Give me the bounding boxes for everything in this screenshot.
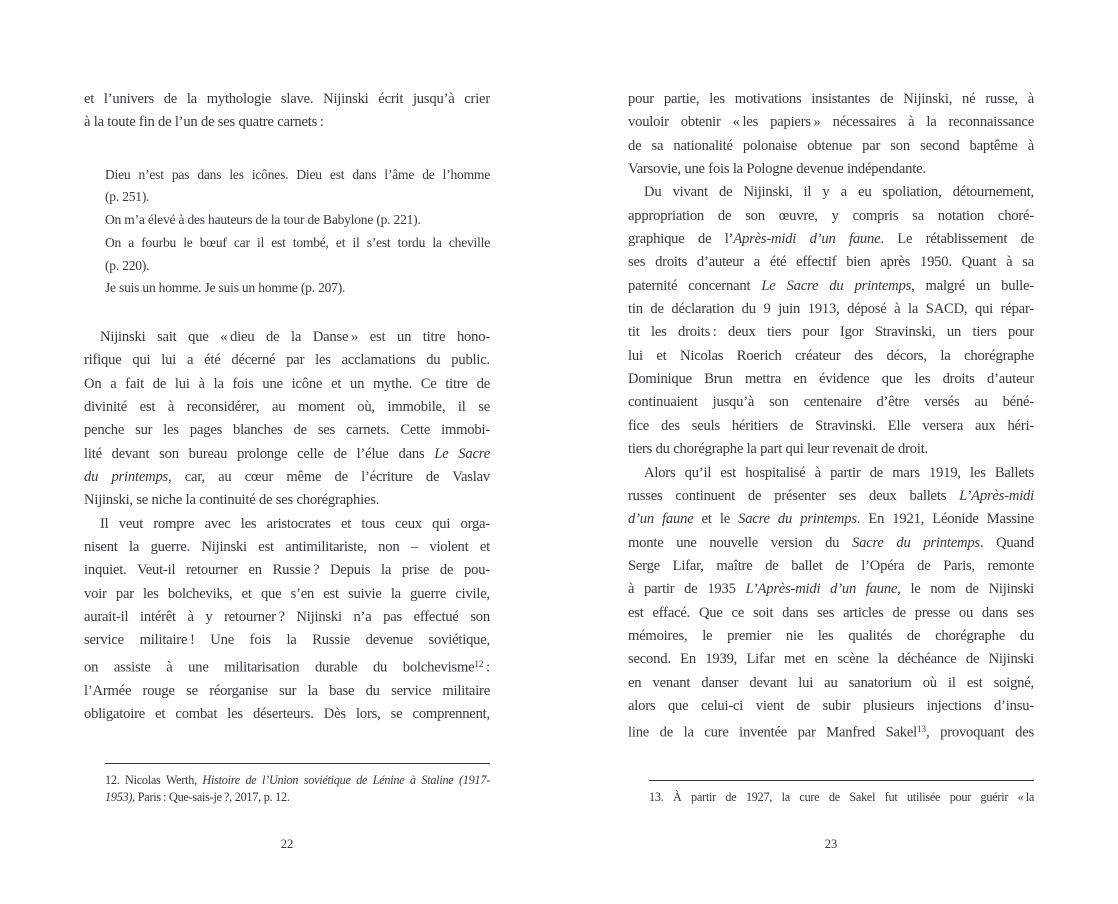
text-line: line de la cure inventée par Manfred Sakel$^{13}$, provoquant des	[628, 724, 1034, 741]
page-left-body-text	[84, 88, 490, 726]
italic-text: L’Après-midi d’un faune	[745, 581, 898, 598]
text-line: appropriation de son œuvre, y compris sa notation choré-	[628, 207, 1034, 224]
text-line: Du vivant de Nijinski, il y a eu spoliation, détournement,	[644, 184, 1034, 201]
text-line: Je suis un homme. Je suis un homme (p. 207).	[105, 280, 346, 296]
italic-text: Sacre du printemps	[738, 511, 857, 528]
text-line: tit les droits : deux tiers pour Igor Stravinski, un tiers pour	[628, 324, 1034, 341]
footnote	[649, 789, 1034, 807]
text-line: paternité concernant Le Sacre du printemps, malgré un bulle-	[628, 277, 1034, 294]
text-line: pour partie, les motivations insistantes de Nijinski, né russe, à	[628, 91, 1034, 107]
italic-text: L’Après-midi	[959, 487, 1034, 504]
text-line: lui et Nicolas Roerich créateur des décors, la chorégraphe	[628, 347, 1034, 364]
quote-block	[105, 209, 490, 232]
text-line: 1953), Paris : Que-sais-je ?, 2017, p. 12.	[105, 790, 290, 805]
text-line: ses droits d’auteur a été effectif bien après 1950. Quant à sa	[628, 254, 1034, 271]
text-line: (p. 251).	[105, 189, 150, 205]
text-line: mémoires, le premier nie les qualités de chorégraphe du	[628, 627, 1034, 644]
text-line: inquiet. Veut-il retourner en Russie ? Depuis la prise de pou-	[84, 562, 490, 579]
text-line: vouloir obtenir « les papiers » nécessaires à la reconnaissance	[628, 114, 1034, 131]
text-line: on assiste à une militarisation durable du bolchevisme$^{12}$ :	[84, 658, 490, 676]
italic-text: d’un faune	[628, 511, 694, 528]
italic-text: Sacre du printemps	[852, 534, 980, 551]
italic-text: Histoire de l’Union soviétique de Lénine à Staline (1917-	[202, 772, 491, 787]
page-left-footnote-area	[105, 763, 490, 807]
text-line: monte une nouvelle version du Sacre du printemps. Quand	[628, 534, 1035, 551]
text-line: de sa nationalité polonaise obtenue par son second baptême à	[628, 137, 1034, 154]
page-right-body-text	[628, 88, 1034, 745]
text-line: et l’univers de la mythologie slave. Nijinski écrit jusqu’à crier	[84, 91, 490, 107]
quote-block	[105, 164, 490, 209]
paragraph	[84, 88, 490, 135]
quote-block	[105, 277, 490, 300]
text-line: (p. 220).	[105, 257, 150, 273]
text-line: à partir de 1935 L’Après-midi d’un faune, le nom de Nijinski	[628, 581, 1034, 598]
text-line: penche sur les pages blanches de ses carnets. Cette immobi-	[84, 422, 490, 439]
italic-text: Le Sacre du printemps	[761, 277, 912, 294]
page-left	[84, 0, 490, 904]
text-line: voir par les bolcheviks, et que s’en est suivie la guerre civile,	[84, 585, 490, 602]
superscript-ref: 13	[917, 724, 927, 735]
text-line: On a fourbu le bœuf car il est tombé, et il s’est tordu la cheville	[105, 234, 490, 250]
text-line: Serge Lifar, maître de ballet de l’Opéra de Paris, remonte	[628, 557, 1034, 574]
superscript-ref: 12	[474, 658, 484, 669]
text-line: à la toute fin de l’un de ses quatre carnets :	[84, 114, 324, 131]
text-line: continuaient jusqu’à son centenaire d’être versés au béné-	[628, 394, 1034, 411]
text-line: Nijinski, se niche la continuité de ses chorégraphies.	[84, 492, 380, 509]
footnote	[105, 772, 490, 807]
paragraph	[84, 326, 490, 513]
text-line: second. En 1939, Lifar met en scène la déchéance de Nijinski	[628, 651, 1034, 668]
text-line: tiers du chorégraphe la part qui leur revenait de droit.	[628, 441, 929, 458]
text-line: divinité est à reconsidérer, au moment où, immobile, il se	[84, 398, 490, 415]
text-line: Dieu n’est pas dans les icônes. Dieu est dans l’âme de l’homme	[105, 166, 490, 182]
text-line: russes continuent de présenter ses deux ballets L’Après-midi	[628, 487, 1034, 504]
italic-text: du printemps	[84, 468, 169, 485]
text-line: Nijinski sait que « dieu de la Danse » est un titre hono-	[100, 328, 490, 345]
italic-text: Le Sacre	[434, 445, 490, 462]
text-line: nisent la guerre. Nijinski est antimilitariste, non – violent et	[84, 539, 490, 555]
page-right-footnote-area	[649, 780, 1034, 807]
text-line: On m’a élevé à des hauteurs de la tour de Babylone (p. 221).	[105, 212, 421, 228]
text-line: fice des seuls héritiers de Stravinski. Elle versera aux héri-	[628, 417, 1034, 434]
text-line: Varsovie, une fois la Pologne devenue indépendante.	[628, 161, 926, 178]
page-number: 23	[824, 837, 838, 851]
paragraph	[628, 181, 1034, 461]
paragraph	[84, 513, 490, 727]
text-line: en venant danser devant lui au sanatorium où il est soigné,	[628, 674, 1034, 691]
page-number: 22	[280, 837, 294, 851]
text-line: 13. À partir de 1927, la cure de Sakel fut utilisée pour guérir « la	[649, 790, 1034, 805]
text-line: alors que celui-ci vient de subir plusieurs injections d’insu-	[628, 697, 1034, 714]
text-line: du printemps, car, au cœur même de l’écriture de Vaslav	[84, 468, 490, 485]
text-line: aurait-il intérêt à y retourner ? Nijinski n’a pas effectué son	[84, 609, 490, 626]
text-line: l’Armée rouge se réorganise sur la base du service militaire	[84, 682, 490, 699]
text-line: Alors qu’il est hospitalisé à partir de mars 1919, les Ballets	[644, 464, 1034, 481]
text-line: rifique qui lui a été décerné par les acclamations du public.	[84, 352, 490, 369]
text-line: Dominique Brun mettra en évidence que les droits d’auteur	[628, 371, 1034, 388]
paragraph	[628, 88, 1034, 181]
text-line: service militaire ! Une fois la Russie devenue soviétique,	[84, 632, 490, 649]
paragraph	[628, 462, 1034, 746]
text-line: est effacé. Que ce soit dans ses articles de presse ou dans ses	[628, 604, 1034, 621]
italic-text: 1953),	[105, 790, 135, 805]
text-line: tin de déclaration du 9 juin 1913, déposé à la SACD, qui répar-	[628, 301, 1034, 318]
text-line: 12. Nicolas Werth, Histoire de l’Union soviétique de Lénine à Staline (1917-	[105, 772, 491, 787]
text-line: d’un faune et le Sacre du printemps. En 1921, Léonide Massine	[628, 511, 1035, 528]
text-line: lité devant son bureau prolonge celle de l’élue dans Le Sacre	[84, 445, 490, 462]
page-right	[628, 0, 1034, 904]
text-line: obligatoire et combat les déserteurs. Dès lors, se comprennent,	[84, 705, 490, 722]
text-line: On a fait de lui à la fois une icône et un mythe. Ce titre de	[84, 375, 490, 392]
quote-block	[105, 232, 490, 277]
text-line: graphique de l’Après-midi d’un faune. Le rétablissement de	[628, 231, 1035, 248]
text-line: Il veut rompre avec les aristocrates et tous ceux qui orga-	[100, 515, 490, 532]
italic-text: Après-midi d’un faune	[733, 231, 881, 248]
